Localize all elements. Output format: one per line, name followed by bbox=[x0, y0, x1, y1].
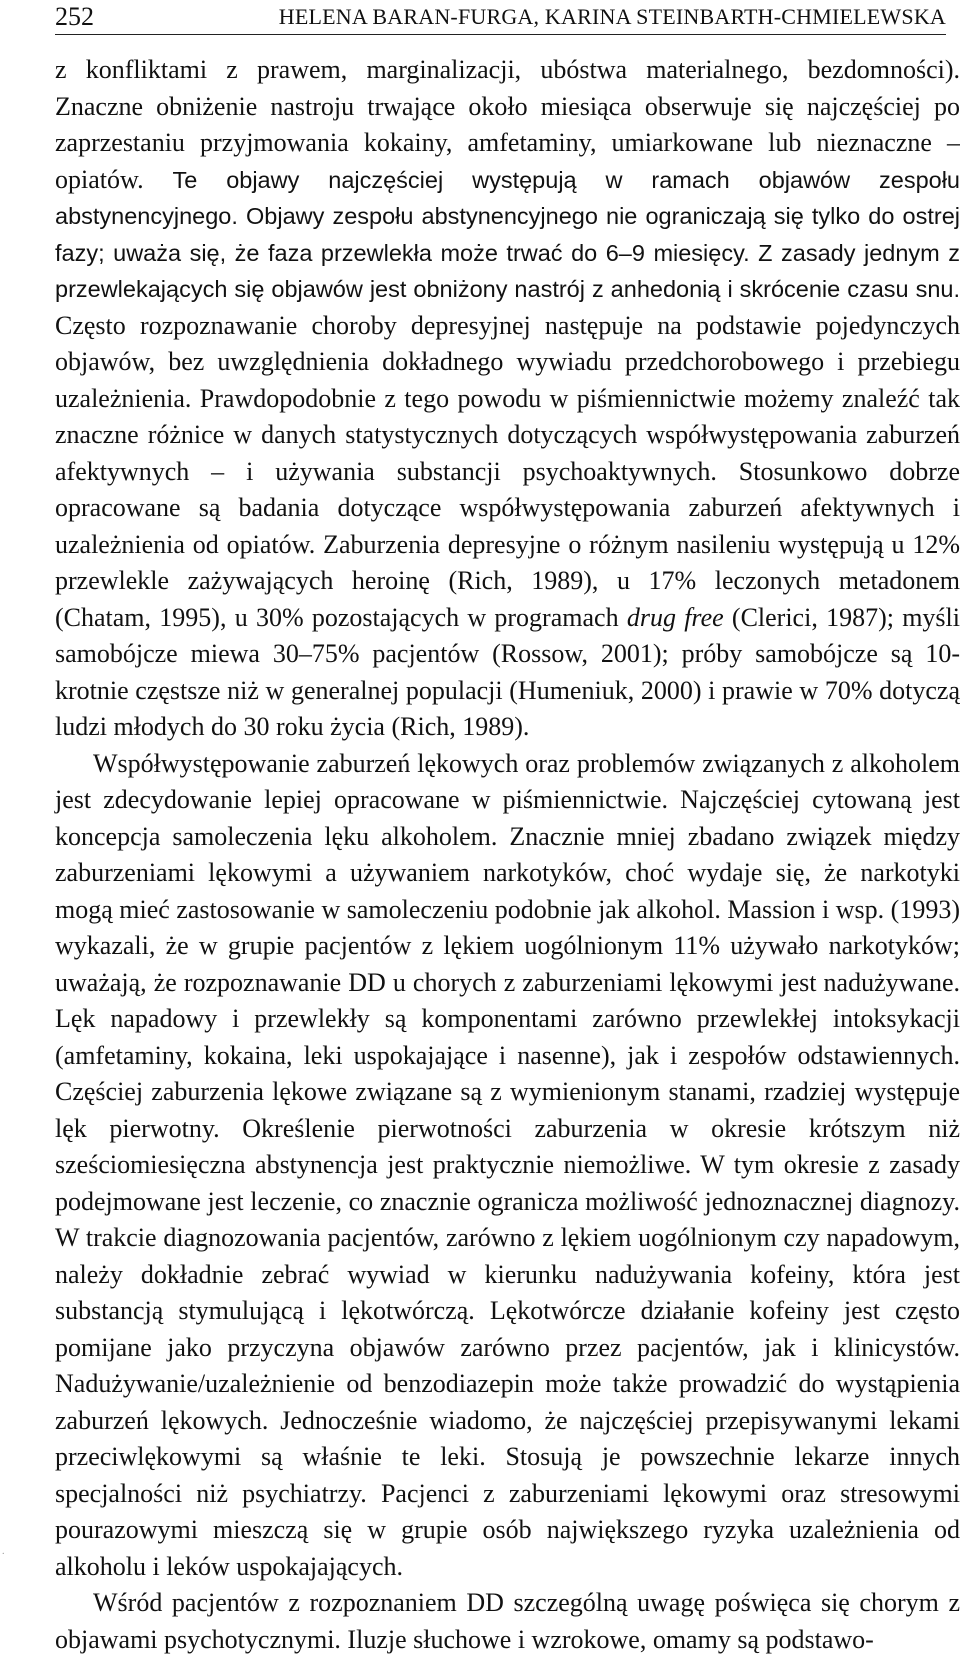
text-segment: Wśród pacjentów z rozpoznaniem DD szczególną uwagę poświęca się chorym z objawami psychotycznymi. Iluzje słuchowe i wzrokowe, omamy są podstawo- bbox=[55, 1588, 960, 1654]
running-head: HELENA BARAN-FURGA, KARINA STEINBARTH-CHMIELEWSKA bbox=[278, 4, 946, 29]
paragraph bbox=[55, 746, 960, 1586]
text-segment: Współwystępowanie zaburzeń lękowych oraz problemów związanych z alkoholem jest zdecydowanie lepiej opracowane w piśmiennictwie. Najczęściej cytowaną jest koncepcja samoleczenia lęku alkoholem. Znacznie mniej zbadano związek między zaburzeniami lękowymi a używaniem narkotyków, choć wydaje się, że narkotyki mogą mieć zastosowanie w samoleczeniu podobnie jak alkohol. Massion i wsp. (1993) wykazali, że w grupie pacjentów z lękiem uogólnionym 11% używało narkotyków; uważają, że rozpoznawanie DD u chorych z zaburzeniami lękowymi jest nadużywane. Lęk napadowy i przewlekły są komponentami zarówno przewlekłej intoksykacji (amfetaminy, kokaina, leki uspokajające i nasenne), jak i zespołów odstawiennych. Częściej zaburzenia lękowe związane są z wymienionym stanami, rzadziej występuje lęk pierwotny. Określenie pierwotności zaburzenia w okresie krótszym niż sześciomiesięczna abstynencja jest praktycznie niemożliwe. W tym okresie z zasady podejmowane jest leczenie, co znacznie ogranicza możliwość jednoznacznej diagnozy. W trakcie diagnozowania pacjentów, zarówno z lękiem uogólnionym czy napadowym, należy dokładnie zebrać wywiad w kierunku nadużywania kofeiny, która jest substancją stymulującą i lękotwórczą. Lękotwórcze działanie kofeiny jest często pomijane jako przyczyna objawów zarówno przez pacjentów, jak i klinicystów. Nadużywanie/uzależnienie od benzodiazepin może także prowadzić do wystąpienia zaburzeń lękowych. Jednocześnie wiadomo, że najczęściej przepisywanymi lekami przeciwlękowymi są właśnie te leki. Stosują je powszechnie lekarze innych specjalności niż psychiatrzy. Pacjenci z zaburzeniami lękowymi oraz stresowymi pourazowymi mieszczą się w grupie osób największego ryzyka uzależnienia od alkoholu i leków uspokajających. bbox=[55, 748, 960, 1581]
body-text bbox=[55, 52, 960, 1658]
page-header bbox=[55, 2, 946, 35]
page-number: 252 bbox=[55, 2, 94, 31]
scan-mark: . bbox=[2, 1546, 5, 1557]
paragraph bbox=[55, 1585, 960, 1658]
text-segment: z konfliktami z prawem, marginalizacji, ubóstwa materialnego, bezdomności). Znaczne obniżenie nastroju trwające około miesiąca obserwuje się najczęściej po zaprzestaniu przyjmowania kokainy, amfetaminy, umiarkowane lub nieznaczne – opiatów. bbox=[55, 55, 960, 194]
italic-term: drug free bbox=[626, 602, 724, 632]
text-segment: Często rozpoznawanie choroby depresyjnej następuje na podstawie pojedynczych objawów, bez uwzględnienia dokładnego wywiadu przedchorobowego i przebiegu uzależnienia. Prawdopodobnie z tego powodu w piśmiennictwie możemy znaleźć tak znaczne różnice w danych statystycznych dotyczących współwystępowania zaburzeń afektywnych – i używania substancji psychoaktywnych. Stosunkowo dobrze opracowane są badania dotyczące współwystępowania zaburzeń afektywnych i uzależnienia od opiatów. Zaburzenia depresyjne o różnym nasileniu występują u 12% przewlekle zażywających heroinę (Rich, 1989), u 17% leczonych metadonem (Chatam, 1995), u 30% pozostających w programach bbox=[55, 310, 960, 632]
paragraph bbox=[55, 52, 960, 746]
text-segment: (Clerici, 1987); myśli samobójcze miewa 30–75% pacjentów (Rossow, 2001); próby samobójcze są 10-krotnie częstsze niż w generalnej populacji (Humeniuk, 2000) i prawie w 70% dotyczą ludzi młodych do 30 roku życia (Rich, 1989). bbox=[55, 602, 960, 741]
text-segment-sans: Te objawy najczęściej występują w ramach objawów zespołu abstynencyjnego. Objawy zespołu abstynencyjnego nie ograniczają się tylko do ostrej fazy; uważa się, że faza przewlekła może trwać do 6–9 miesięcy. Z zasady jednym z przewlekających się objawów jest obniżony nastrój z anhedonią i skrócenie czasu snu. bbox=[55, 166, 960, 302]
